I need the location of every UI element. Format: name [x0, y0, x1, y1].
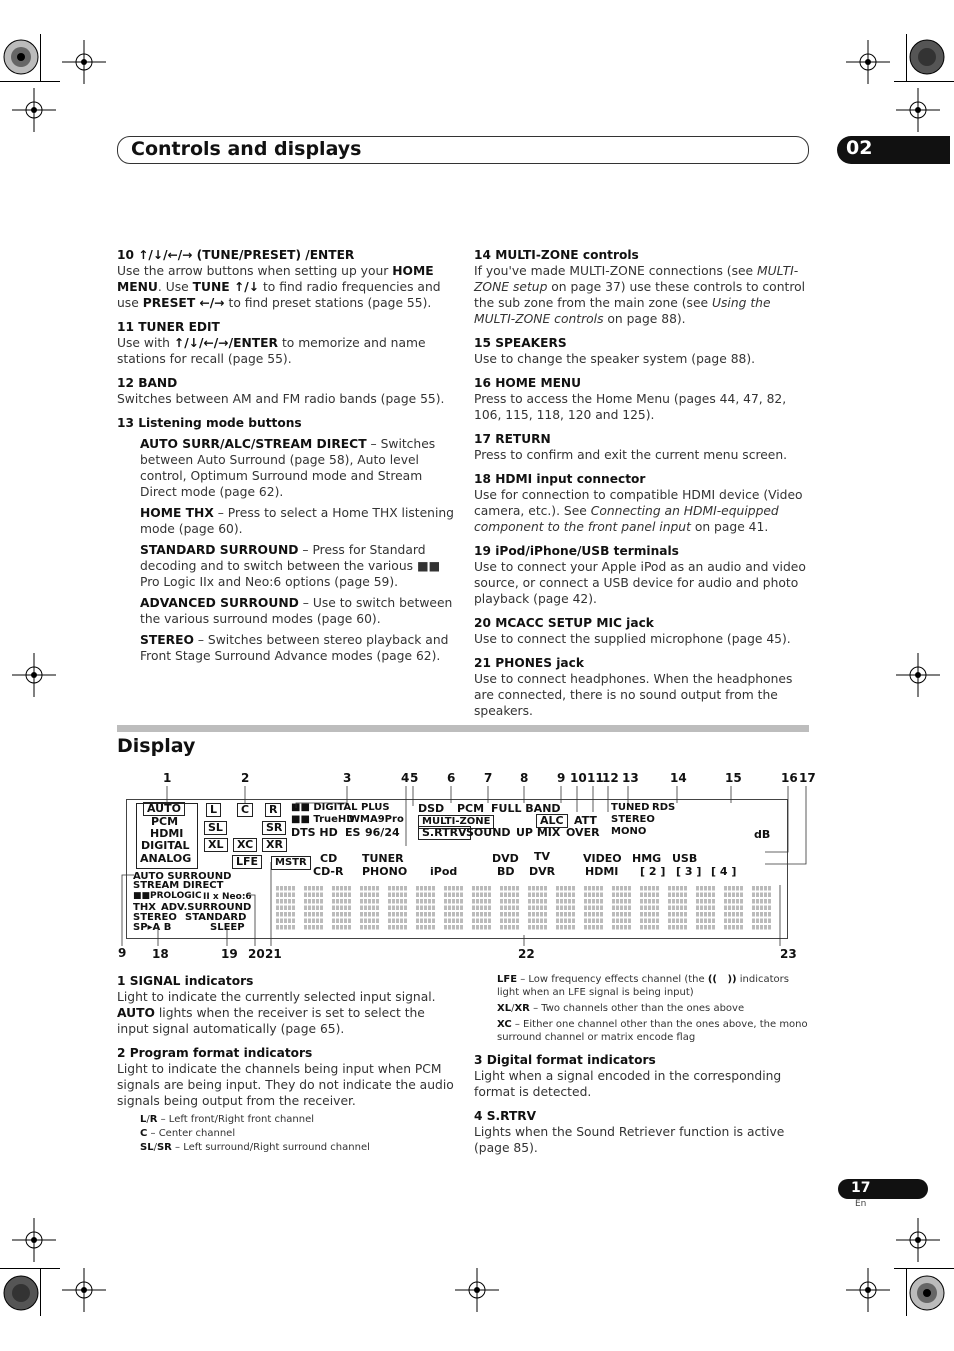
display-indicator: SP▸A B: [133, 922, 172, 933]
display-indicator: PCM: [457, 802, 485, 815]
display-indicator: USB: [672, 852, 698, 865]
item-body: Switches between AM and FM radio bands (page 55).: [117, 392, 445, 406]
item-heading: 4 S.RTRV: [474, 1109, 537, 1123]
chapter-number: 02: [846, 137, 873, 159]
display-indicator: MONO: [611, 826, 647, 837]
display-indicator: SOUND: [466, 826, 511, 839]
display-indicator: TUNED: [611, 802, 650, 813]
item-body: Light to indicate the currently selected input signal. AUTO lights when the receiver is set to select the input signal automatically (page 65).: [117, 990, 436, 1036]
item-body: Use the arrow buttons when setting up your HOME MENU. Use TUNE ↑/↓ to find radio frequencies and use PRESET ←/→ to find preset stations (page 55).: [117, 264, 441, 310]
display-indicator: ALC: [536, 814, 568, 828]
item-body: If you've made MULTI-ZONE connections (see MULTI-ZONE setup on page 37) use these controls to control the sub zone from the main zone (see Using the MULTI-ZONE controls on page 88).: [474, 264, 806, 326]
callout-number: 12: [602, 771, 619, 785]
item-heading: 21 PHONES jack: [474, 656, 584, 670]
display-indicator: ADV.SURROUND: [161, 902, 252, 913]
item-body: Use to connect your Apple iPod as an audio and video source, or connect a USB device for audio and photo playback (page 42).: [474, 560, 806, 606]
item-heading: 12 BAND: [117, 376, 178, 390]
display-indicator: II x: [203, 892, 219, 902]
item-body: Press to confirm and exit the current menu screen.: [474, 448, 788, 462]
item-body: Press to access the Home Menu (pages 44, 47, 82, 106, 115, 118, 120 and 125).: [474, 392, 787, 422]
item-heading: 3 Digital format indicators: [474, 1053, 656, 1067]
channel-note: L/R – Left front/Right front channel: [140, 1114, 315, 1125]
display-indicator: RDS: [652, 802, 676, 813]
format-indicator: ■■ DIGITAL PLUS: [291, 802, 390, 813]
callout-number: 19: [221, 947, 238, 961]
listening-mode-entry: HOME THX – Press to select a Home THX listening mode (page 60).: [140, 506, 454, 536]
callout-number: 5: [410, 771, 419, 785]
display-indicator: dB: [754, 828, 771, 841]
item-heading: 10 ↑/↓/←/→ (TUNE/PRESET) /ENTER: [117, 248, 355, 262]
callout-number: 8: [520, 771, 529, 785]
item-heading: 14 MULTI-ZONE controls: [474, 248, 639, 262]
display-indicator: SLEEP: [210, 922, 245, 933]
item-heading: 18 HDMI input connector: [474, 472, 646, 486]
display-indicator: [ 2 ]: [640, 865, 666, 878]
channel-indicator: L: [206, 803, 221, 817]
format-indicator: ■■ TrueHD: [291, 814, 355, 825]
channel-indicator: R: [265, 803, 281, 817]
format-indicator: WMA9Pro: [349, 814, 404, 825]
callout-number: 23: [780, 947, 797, 961]
callout-number: 22: [518, 947, 535, 961]
display-indicator: OVER: [566, 826, 600, 839]
display-heading: Display: [117, 735, 196, 757]
item-body: Use to connect the supplied microphone (page 45).: [474, 632, 791, 646]
display-indicator: VIDEO: [583, 852, 622, 865]
callout-number: 15: [725, 771, 742, 785]
display-indicator: [ 3 ]: [676, 865, 702, 878]
callout-number: 10: [570, 771, 587, 785]
callout-number: 9: [557, 771, 566, 785]
language-code: En: [855, 1199, 867, 1209]
display-indicator: AUTO SURROUND: [133, 871, 232, 882]
display-indicator: DVD: [492, 852, 519, 865]
display-indicator: DSD: [418, 802, 445, 815]
callout-number: 1: [163, 771, 172, 785]
callout-number: 7: [484, 771, 493, 785]
item-heading: 20 MCACC SETUP MIC jack: [474, 616, 654, 630]
listening-mode-entry: ADVANCED SURROUND – Use to switch between the various surround modes (page 60).: [140, 596, 453, 626]
callout-number: 6: [447, 771, 456, 785]
channel-indicator: SR: [262, 821, 286, 835]
display-indicator: STEREO: [133, 912, 177, 923]
callout-number: 3: [343, 771, 352, 785]
channel-note: C – Center channel: [140, 1128, 236, 1139]
item-body: Lights when the Sound Retriever function is active (page 85).: [474, 1125, 785, 1155]
display-indicator: STANDARD: [185, 912, 247, 923]
display-indicator: STEREO: [611, 814, 655, 825]
item-body: Use with ↑/↓/←/→/ENTER to memorize and name stations for recall (page 55).: [117, 336, 426, 366]
item-body: Use to connect headphones. When the headphones are connected, there is no sound output from the speakers.: [474, 672, 793, 718]
display-indicator: MULTI-ZONE: [418, 815, 494, 829]
callout-number: 18: [152, 947, 169, 961]
channel-indicator: LFE: [232, 855, 262, 869]
channel-indicator: XR: [262, 838, 287, 852]
display-indicator: S.RTRV: [418, 826, 471, 840]
callout-number: 14: [670, 771, 687, 785]
display-indicator: UP MIX: [516, 826, 561, 839]
display-indicator: STREAM DIRECT: [133, 880, 224, 891]
page-number: 17: [851, 1180, 871, 1196]
display-indicator: TV: [534, 850, 551, 863]
listening-mode-entry: STEREO – Switches between stereo playback and Front Stage Surround Advance modes (page 62).: [140, 633, 449, 663]
display-indicator: HDMI: [585, 865, 619, 878]
item-heading: 13 Listening mode buttons: [117, 416, 302, 430]
description-right: [474, 973, 810, 1156]
display-indicator: CD: [320, 852, 338, 865]
listening-mode-entry: STANDARD SURROUND – Press for Standard decoding and to switch between the various ■■ Pro Logic IIx and Neo:6 options (page 59).: [140, 543, 441, 589]
signal-indicator: AUTO: [143, 802, 185, 816]
signal-indicator: PCM: [151, 815, 179, 828]
channel-indicator: SL: [204, 821, 227, 835]
item-heading: 1 SIGNAL indicators: [117, 974, 254, 988]
callout-number: 16: [781, 771, 798, 785]
channel-indicator: XC: [233, 838, 257, 852]
signal-indicator: HDMI: [150, 827, 184, 840]
display-indicator: ■■PROLOGIC: [133, 891, 202, 901]
item-heading: 17 RETURN: [474, 432, 551, 446]
format-indicator: 96/24: [365, 826, 400, 839]
callout-number: 21: [265, 947, 282, 961]
display-indicator: [ 4 ]: [711, 865, 737, 878]
display-indicator: BD: [497, 865, 515, 878]
signal-indicator: DIGITAL: [141, 839, 190, 852]
listening-mode-entry: AUTO SURR/ALC/STREAM DIRECT – Switches between Auto Surround (page 58), Auto level control, Optimum Surround mode and Stream Direct mode (page 62).: [140, 437, 436, 499]
channel-note: LFE – Low frequency effects channel (the (( )) indicators light when an LFE signal is being input): [497, 974, 790, 998]
item-heading: 15 SPEAKERS: [474, 336, 567, 350]
item-heading: 2 Program format indicators: [117, 1046, 313, 1060]
page-title: Controls and displays: [131, 138, 362, 160]
channel-note: XC – Either one channel other than the ones above, the mono surround channel or matrix encode flag: [497, 1019, 808, 1043]
channel-note: XL/XR – Two channels other than the ones above: [497, 1003, 745, 1014]
item-body: Light to indicate the channels being input when PCM signals are being input. They do not indicate the audio signals being output from the receiver.: [117, 1062, 454, 1108]
callout-number: 4: [401, 771, 410, 785]
item-body: Use to change the speaker system (page 88).: [474, 352, 756, 366]
callout-number: 9: [118, 946, 127, 960]
display-indicator: iPod: [430, 865, 458, 878]
display-indicator: THX: [133, 902, 156, 913]
display-indicator: MSTR: [271, 856, 311, 870]
display-indicator: DVR: [529, 865, 556, 878]
description-left: [117, 973, 457, 1155]
display-indicator: ATT: [574, 814, 597, 827]
channel-indicator: XL: [204, 838, 228, 852]
callout-number: 11: [587, 771, 604, 785]
item-heading: 16 HOME MENU: [474, 376, 582, 390]
callout-number: 13: [622, 771, 639, 785]
callout-number: 2: [241, 771, 250, 785]
signal-indicator: ANALOG: [140, 852, 192, 865]
item-heading: 11 TUNER EDIT: [117, 320, 220, 334]
page-number-badge: [838, 1179, 928, 1199]
item-heading: 19 iPod/iPhone/USB terminals: [474, 544, 679, 558]
display-indicator: TUNER: [362, 852, 404, 865]
channel-indicator: C: [237, 803, 253, 817]
display-indicator: CD-R: [313, 865, 344, 878]
format-indicator: DTS HD: [291, 826, 338, 839]
display-indicator: HMG: [632, 852, 662, 865]
channel-note: SL/SR – Left surround/Right surround channel: [140, 1142, 370, 1153]
display-indicator: PHONO: [362, 865, 408, 878]
item-body: Light when a signal encoded in the corresponding format is detected.: [474, 1069, 782, 1099]
display-indicator: Neo:6: [222, 892, 252, 902]
item-body: Use for connection to compatible HDMI device (Video camera, etc.). See Connecting an HDMI-equipped component to the front panel input on page 41.: [474, 488, 803, 534]
callout-number: 20: [248, 947, 265, 961]
callout-number: 17: [799, 771, 816, 785]
format-indicator: ES: [345, 826, 361, 839]
display-indicator: FULL BAND: [491, 802, 561, 815]
